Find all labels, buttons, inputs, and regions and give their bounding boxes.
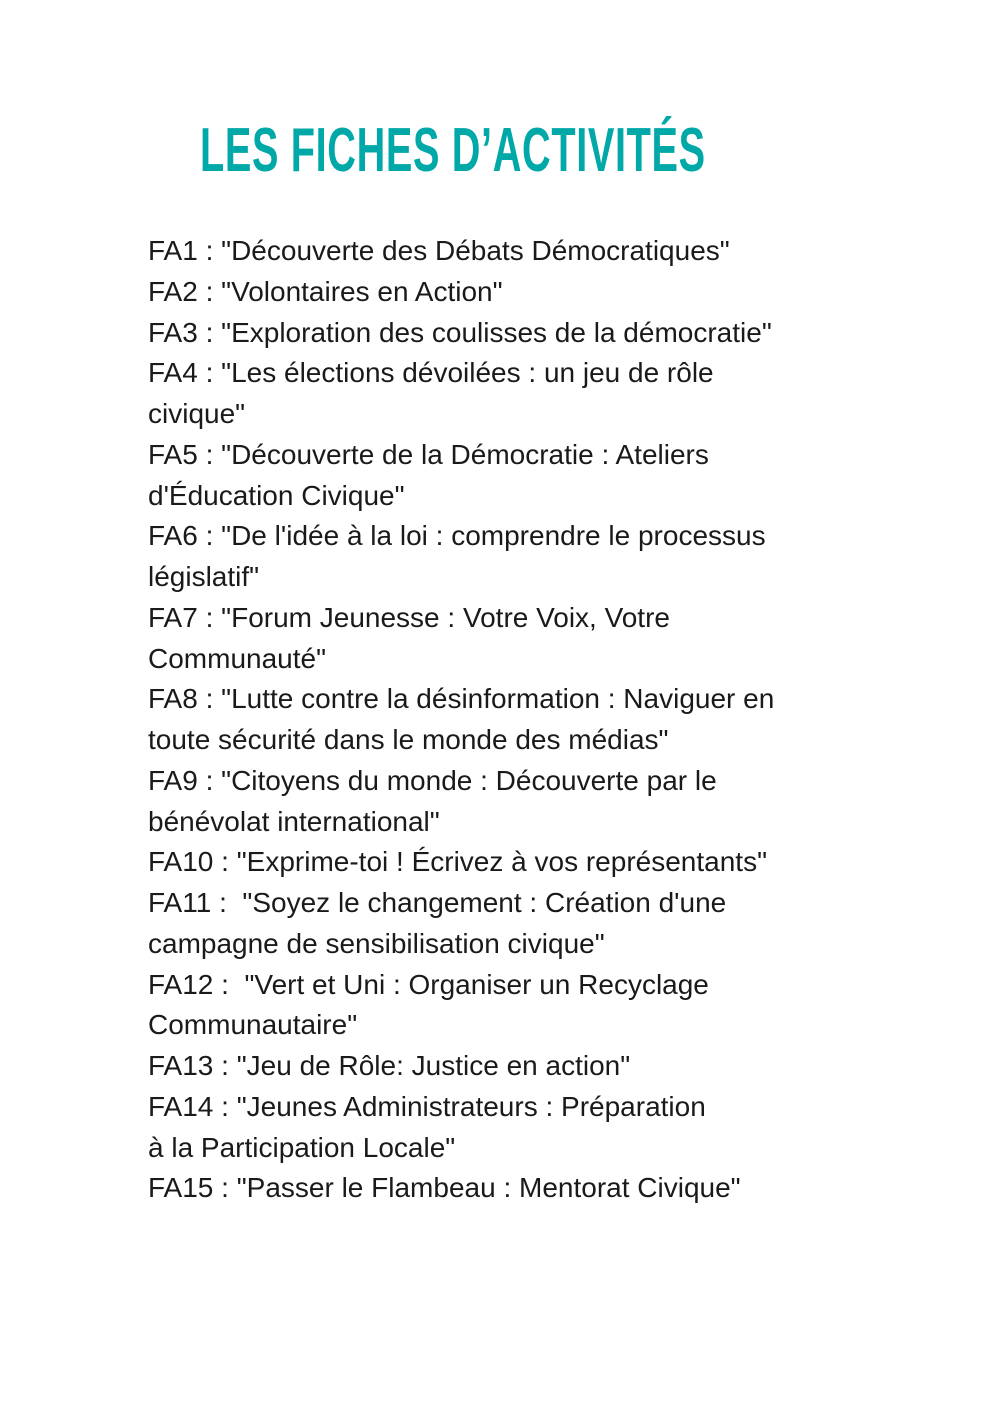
- activity-item-line: Communauté": [148, 642, 327, 674]
- activity-item-line: FA4 : "Les élections dévoilées : un jeu de rôle: [148, 357, 714, 389]
- activity-item-line: toute sécurité dans le monde des médias": [148, 724, 669, 755]
- activity-item-line: FA6 : "De l'idée à la loi : comprendre le processus: [148, 520, 766, 552]
- activity-item: [148, 1168, 774, 1209]
- activity-item: [148, 231, 774, 272]
- activity-item: [148, 516, 774, 598]
- activity-item-line: campagne de sensibilisation civique": [148, 927, 605, 959]
- activity-item: [148, 761, 774, 843]
- activity-item: [148, 598, 774, 680]
- activity-item: [148, 679, 774, 761]
- activity-item-line: FA8 : "Lutte contre la désinformation : Naviguer en: [148, 683, 775, 715]
- activity-item-line: FA14 : "Jeunes Administrateurs : Préparation: [148, 1090, 706, 1122]
- activity-item-line: FA10 : "Exprime-toi ! Écrivez à vos représentants": [148, 846, 768, 878]
- activity-item: [148, 435, 774, 517]
- activity-item-line: FA12 : "Vert et Uni : Organiser un Recyclage: [148, 968, 709, 1000]
- activity-item-line: FA2 : "Volontaires en Action": [148, 275, 503, 307]
- activity-item-line: à la Participation Locale": [148, 1131, 456, 1163]
- activity-item: [148, 313, 774, 354]
- activity-list: [148, 231, 774, 1209]
- activity-item-line: bénévolat international": [148, 805, 440, 837]
- activity-item-line: FA3 : "Exploration des coulisses de la démocratie": [148, 316, 772, 348]
- activity-item: [148, 1087, 774, 1169]
- activity-item-line: FA7 : "Forum Jeunesse : Votre Voix, Votre: [148, 601, 670, 633]
- activity-item-line: FA5 : "Découverte de la Démocratie : Ateliers: [148, 438, 709, 470]
- activity-item: [148, 1046, 774, 1087]
- activity-item-line: législatif": [148, 561, 260, 592]
- activity-item-line: FA1 : "Découverte des Débats Démocratiques": [148, 235, 730, 266]
- activity-item: [148, 353, 774, 435]
- activity-item: [148, 272, 774, 313]
- activity-item-line: FA9 : "Citoyens du monde : Découverte par le: [148, 764, 717, 796]
- activity-item-line: civique": [148, 398, 246, 429]
- activity-item: [148, 965, 774, 1047]
- activity-item-line: Communautaire": [148, 1009, 358, 1041]
- activity-item: [148, 883, 774, 965]
- activity-item-line: FA15 : "Passer le Flambeau : Mentorat Civique": [148, 1172, 741, 1204]
- activity-item-line: FA13 : "Jeu de Rôle: Justice en action": [148, 1050, 631, 1081]
- activity-item: [148, 842, 774, 883]
- activity-item-line: d'Éducation Civique": [148, 479, 405, 511]
- page-title: LES FICHES D’ACTIVITÉS: [200, 116, 706, 185]
- activity-item-line: FA11 : "Soyez le changement : Création d'une: [148, 887, 727, 918]
